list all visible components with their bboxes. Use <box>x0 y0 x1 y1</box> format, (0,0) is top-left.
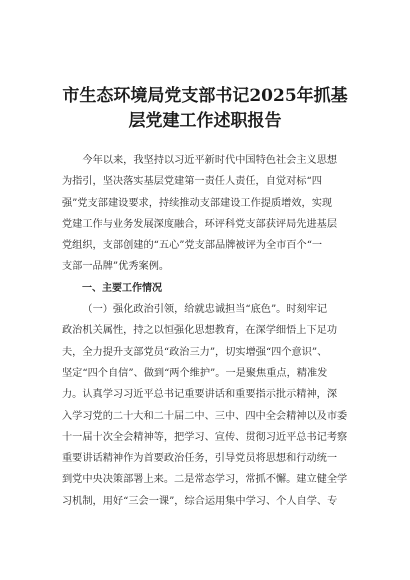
intro-paragraph <box>62 150 354 278</box>
section-line: 力。认真学习习近平总书记重要讲话和重要指示批示精神，深 <box>62 389 338 401</box>
intro-line: 党建工作与业务发展深度融合，环评科党支部获评局先进基层 <box>62 218 338 230</box>
section-line: 到党中央决策部署上来。二是常态学习，常抓不懈。建立健全学 <box>62 474 348 486</box>
title-line-2: 层党建工作述职报告 <box>128 111 282 131</box>
section-line: 政治机关属性，持之以恒强化思想教育，在深学细悟上下足功 <box>62 325 338 337</box>
section-line: 十一届十次全会精神等，把学习、宣传、贯彻习近平总书记考察 <box>62 431 348 443</box>
section-paragraph <box>62 299 354 512</box>
intro-line: 强”党支部建设要求，持续推动支部建设工作提质增效，实现 <box>62 197 333 209</box>
section-line: 夫，全力提升支部党员“政治三力”，切实增强“四个意识”、 <box>62 346 328 358</box>
section-line: 重要讲话精神作为首要政治任务，引导党员将思想和行动统一 <box>62 453 338 465</box>
title-line-1: 市生态环境局党支部书记2025年抓基 <box>62 86 348 106</box>
section-line: 入学习党的二十大和二十届二中、三中、四中全会精神以及市委 <box>62 410 348 422</box>
intro-line: 今年以来，我坚持以习近平新时代中国特色社会主义思想 <box>82 155 338 166</box>
intro-line: 为指引，坚决落实基层党建第一责任人责任，自觉对标“四 <box>62 176 322 188</box>
section-line: 习机制，用好“三会一课”，综合运用集中学习、个人自学、专 <box>62 495 338 507</box>
section-line: （一）强化政治引领，给就忠诚担当“底色”。时刻牢记 <box>82 304 328 316</box>
intro-line: 党组织，支部创建的“五心”党支部品牌被评为全市百个“一 <box>62 240 323 252</box>
section-line: 坚定“四个自信”、做到“两个维护”。一是聚焦重点，精准发 <box>62 367 328 379</box>
document-body <box>62 150 354 512</box>
document-title <box>0 84 410 134</box>
intro-line: 支部一品牌”优秀案例。 <box>62 261 170 273</box>
section-heading: 一、主要工作情况 <box>82 282 162 294</box>
